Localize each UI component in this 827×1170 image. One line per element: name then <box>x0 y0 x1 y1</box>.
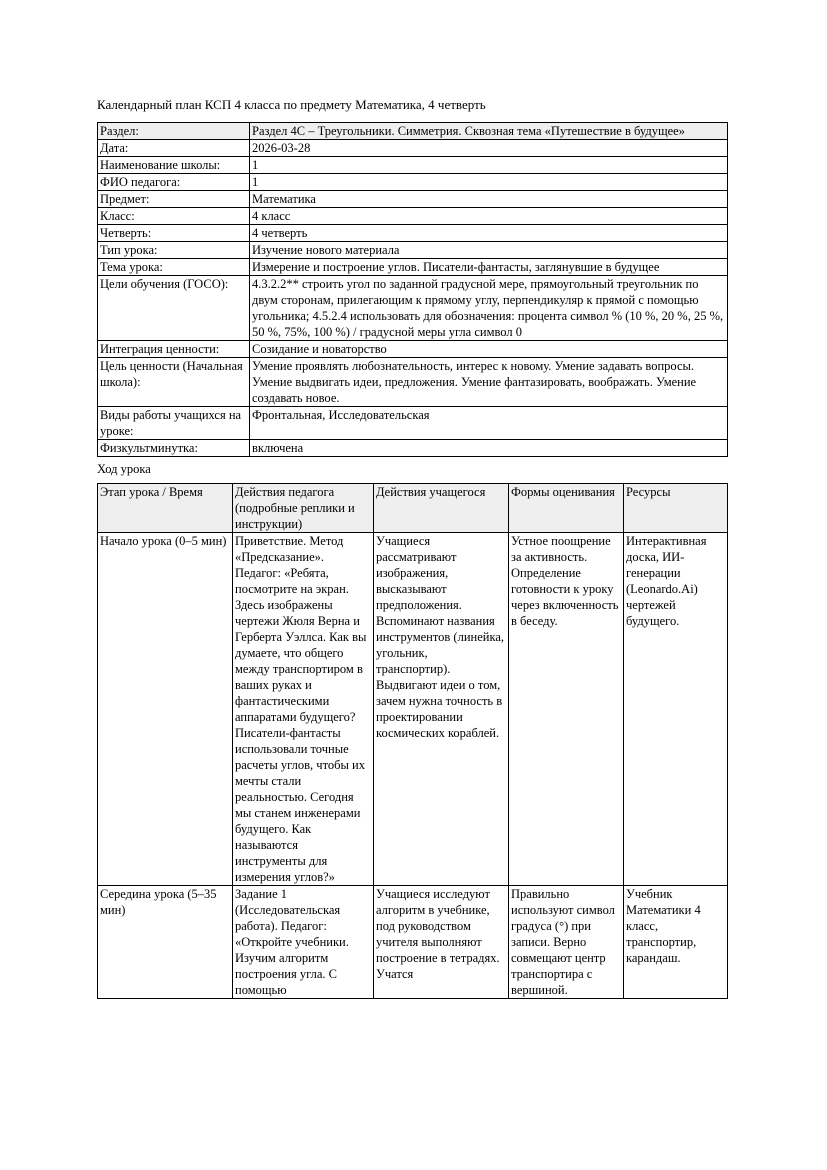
info-label-cell: Интеграция ценности: <box>98 341 250 358</box>
info-label-cell: Тип урока: <box>98 242 250 259</box>
lesson-row <box>98 533 728 886</box>
info-label-cell: Физкультминутка: <box>98 440 250 457</box>
lesson-header-cell: Формы оценивания <box>509 484 624 533</box>
lesson-info-table <box>97 122 728 457</box>
stage-cell: Середина урока (5–35 мин) <box>98 886 233 999</box>
lesson-header-cell: Действия учащегося <box>374 484 509 533</box>
info-row <box>98 225 728 242</box>
info-row <box>98 341 728 358</box>
teacher-actions-cell: Приветствие. Метод «Предсказание». Педагог: «Ребята, посмотрите на экран. Здесь изображены чертежи Жюля Верна и Герберта Уэллса. Как вы думаете, что общего между транспортиром в ваших руках и фантастическими аппаратами будущего? Писатели-фантасты использовали точные расчеты углов, чтобы их мечты стали реальностью. Сегодня мы станем инженерами будущего. Как называются инструменты для измерения углов?» <box>233 533 374 886</box>
info-value-cell: Математика <box>250 191 728 208</box>
info-row <box>98 208 728 225</box>
teacher-actions-cell: Задание 1 (Исследовательская работа). Педагог: «Откройте учебники. Изучим алгоритм построения угла. С помощью <box>233 886 374 999</box>
info-label-cell: Дата: <box>98 140 250 157</box>
lesson-table-header-row <box>98 484 728 533</box>
info-row <box>98 358 728 407</box>
lesson-header-cell: Ресурсы <box>624 484 728 533</box>
info-row <box>98 157 728 174</box>
stage-cell: Начало урока (0–5 мин) <box>98 533 233 886</box>
info-value-cell: 4 класс <box>250 208 728 225</box>
info-row <box>98 259 728 276</box>
info-value-cell: 2026-03-28 <box>250 140 728 157</box>
info-row <box>98 140 728 157</box>
info-row <box>98 174 728 191</box>
info-label-cell: Класс: <box>98 208 250 225</box>
info-value-cell: Фронтальная, Исследовательская <box>250 407 728 440</box>
info-value-cell: 4 четверть <box>250 225 728 242</box>
info-value-cell: Созидание и новаторство <box>250 341 728 358</box>
info-value-cell: Раздел 4С – Треугольники. Симметрия. Сквозная тема «Путешествие в будущее» <box>250 123 728 140</box>
lesson-header-cell: Действия педагога (подробные реплики и инструкции) <box>233 484 374 533</box>
section-heading: Ход урока <box>97 462 151 476</box>
info-label-cell: Виды работы учащихся на уроке: <box>98 407 250 440</box>
info-value-cell: Изучение нового материала <box>250 242 728 259</box>
lesson-header-cell: Этап урока / Время <box>98 484 233 533</box>
page-title: Календарный план КСП 4 класса по предмету Математика, 4 четверть <box>97 97 486 112</box>
info-label-cell: Тема урока: <box>98 259 250 276</box>
info-label-cell: Цели обучения (ГОСО): <box>98 276 250 341</box>
info-row <box>98 242 728 259</box>
info-value-cell: включена <box>250 440 728 457</box>
info-value-cell: 4.3.2.2** строить угол по заданной градусной мере, прямоугольный треугольник по двум сторонам, прилегающим к прямому углу, перпендикуляр к прямой с помощью угольника; 4.5.2.4 использовать для обозначения: процента символ % (10 %, 20 %, 25 %, 50 %, 75%, 100 %) / градусной меры угла символ 0 <box>250 276 728 341</box>
lesson-row <box>98 886 728 999</box>
info-row <box>98 191 728 208</box>
student-actions-cell: Учащиеся исследуют алгоритм в учебнике, под руководством учителя выполняют построение в тетрадях. Учатся <box>374 886 509 999</box>
info-label-cell: ФИО педагога: <box>98 174 250 191</box>
assessment-cell: Правильно используют символ градуса (°) при записи. Верно совмещают центр транспортира с вершиной. <box>509 886 624 999</box>
info-value-cell: Измерение и построение углов. Писатели-фантасты, заглянувшие в будущее <box>250 259 728 276</box>
info-label-cell: Раздел: <box>98 123 250 140</box>
info-value-cell: 1 <box>250 174 728 191</box>
info-row <box>98 276 728 341</box>
lesson-flow-table <box>97 483 728 999</box>
resources-cell: Интерактивная доска, ИИ-генерации (Leonardo.Ai) чертежей будущего. <box>624 533 728 886</box>
assessment-cell: Устное поощрение за активность. Определение готовности к уроку через включенность в беседу. <box>509 533 624 886</box>
info-label-cell: Цель ценности (Начальная школа): <box>98 358 250 407</box>
info-row <box>98 407 728 440</box>
resources-cell: Учебник Математики 4 класс, транспортир, карандаш. <box>624 886 728 999</box>
info-value-cell: 1 <box>250 157 728 174</box>
info-label-cell: Четверть: <box>98 225 250 242</box>
info-row <box>98 440 728 457</box>
info-value-cell: Умение проявлять любознательность, интерес к новому. Умение задавать вопросы. Умение выдвигать идеи, предложения. Умение фантазировать, воображать. Умение создавать новое. <box>250 358 728 407</box>
info-row <box>98 123 728 140</box>
info-label-cell: Наименование школы: <box>98 157 250 174</box>
student-actions-cell: Учащиеся рассматривают изображения, высказывают предположения. Вспоминают названия инструментов (линейка, угольник, транспортир). Выдвигают идеи о том, зачем нужна точность в проектировании космических кораблей. <box>374 533 509 886</box>
info-label-cell: Предмет: <box>98 191 250 208</box>
